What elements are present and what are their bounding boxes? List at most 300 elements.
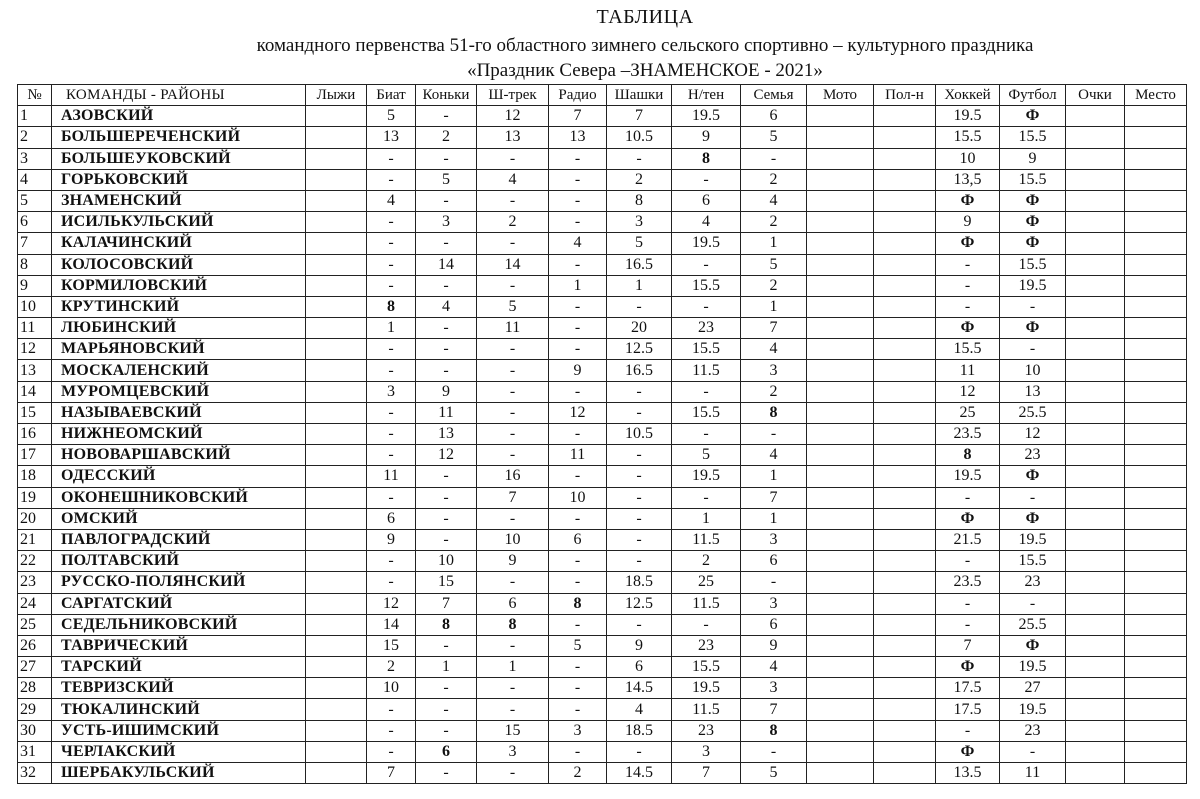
score-cell xyxy=(1066,551,1125,572)
score-cell: 14.5 xyxy=(607,763,672,784)
score-cell: 7 xyxy=(741,318,807,339)
row-number: 27 xyxy=(18,657,52,678)
score-cell xyxy=(807,551,874,572)
score-cell xyxy=(306,699,367,720)
score-cell: 9 xyxy=(607,635,672,656)
score-cell xyxy=(1125,190,1187,211)
score-cell: 4 xyxy=(741,190,807,211)
score-cell xyxy=(1066,190,1125,211)
score-cell: - xyxy=(416,508,477,529)
score-cell: 6 xyxy=(416,741,477,762)
score-cell xyxy=(1125,720,1187,741)
score-cell xyxy=(874,169,936,190)
results-table xyxy=(17,84,1187,784)
score-cell: - xyxy=(672,614,741,635)
score-cell xyxy=(1125,212,1187,233)
table-row xyxy=(18,529,1187,550)
score-cell: - xyxy=(477,424,549,445)
score-cell: 23 xyxy=(672,635,741,656)
score-cell: Ф xyxy=(936,508,1000,529)
score-cell: 10 xyxy=(549,487,607,508)
score-cell: 15.5 xyxy=(1000,169,1066,190)
score-cell xyxy=(874,127,936,148)
score-cell xyxy=(1125,614,1187,635)
score-cell xyxy=(306,466,367,487)
score-cell: 1 xyxy=(607,275,672,296)
table-row xyxy=(18,763,1187,784)
score-cell: 12 xyxy=(549,402,607,423)
document-subtitle: командного первенства 51-го областного зимнего сельского спортивно – культурного праздника xyxy=(256,35,1034,56)
score-cell: - xyxy=(549,741,607,762)
score-cell: 2 xyxy=(741,212,807,233)
score-cell: 6 xyxy=(741,551,807,572)
event-name: «Праздник Севера –ЗНАМЕНСКОЕ - 2021» xyxy=(467,60,823,81)
score-cell xyxy=(874,466,936,487)
score-cell xyxy=(1125,424,1187,445)
score-cell: 11 xyxy=(477,318,549,339)
row-number: 9 xyxy=(18,275,52,296)
score-cell xyxy=(306,487,367,508)
score-cell xyxy=(1125,593,1187,614)
score-cell: 5 xyxy=(741,254,807,275)
score-cell: Ф xyxy=(1000,466,1066,487)
score-cell: 19.5 xyxy=(1000,529,1066,550)
score-cell: - xyxy=(549,508,607,529)
row-number: 23 xyxy=(18,572,52,593)
team-name: НАЗЫВАЕВСКИЙ xyxy=(52,402,306,423)
score-cell: - xyxy=(367,720,416,741)
score-cell: 5 xyxy=(741,763,807,784)
score-cell: 15.5 xyxy=(936,339,1000,360)
score-cell: 4 xyxy=(416,296,477,317)
score-cell xyxy=(1125,296,1187,317)
team-name: ЧЕРЛАКСКИЙ xyxy=(52,741,306,762)
score-cell xyxy=(807,572,874,593)
score-cell xyxy=(874,148,936,169)
score-cell xyxy=(1066,445,1125,466)
score-cell: 3 xyxy=(416,212,477,233)
score-cell: - xyxy=(367,275,416,296)
score-cell: 8 xyxy=(741,720,807,741)
score-cell: 19.5 xyxy=(1000,275,1066,296)
score-cell: - xyxy=(367,212,416,233)
score-cell xyxy=(807,360,874,381)
row-number: 3 xyxy=(18,148,52,169)
team-name: ПОЛТАВСКИЙ xyxy=(52,551,306,572)
team-name: НИЖНЕОМСКИЙ xyxy=(52,424,306,445)
score-cell: - xyxy=(477,763,549,784)
score-cell xyxy=(807,381,874,402)
score-cell xyxy=(807,169,874,190)
score-cell: 10 xyxy=(1000,360,1066,381)
row-number: 31 xyxy=(18,741,52,762)
score-cell: - xyxy=(477,635,549,656)
score-cell: - xyxy=(367,551,416,572)
score-cell: - xyxy=(607,508,672,529)
score-cell: 15.5 xyxy=(672,402,741,423)
score-cell xyxy=(1066,148,1125,169)
score-cell: - xyxy=(936,254,1000,275)
score-cell xyxy=(874,657,936,678)
score-cell: 25 xyxy=(936,402,1000,423)
score-cell: 12.5 xyxy=(607,593,672,614)
score-cell: - xyxy=(416,233,477,254)
score-cell: 17.5 xyxy=(936,699,1000,720)
score-cell: 8 xyxy=(367,296,416,317)
score-cell: - xyxy=(672,424,741,445)
score-cell: 1 xyxy=(741,466,807,487)
score-cell: - xyxy=(607,529,672,550)
score-cell: - xyxy=(367,699,416,720)
score-cell xyxy=(306,381,367,402)
table-row xyxy=(18,614,1187,635)
score-cell: 23.5 xyxy=(936,572,1000,593)
score-cell: 19.5 xyxy=(672,106,741,127)
team-name: ОДЕССКИЙ xyxy=(52,466,306,487)
score-cell: 2 xyxy=(741,275,807,296)
score-cell: 1 xyxy=(741,233,807,254)
score-cell: Ф xyxy=(1000,635,1066,656)
score-cell xyxy=(874,551,936,572)
score-cell xyxy=(1066,508,1125,529)
score-cell: - xyxy=(477,508,549,529)
score-cell xyxy=(807,529,874,550)
score-cell xyxy=(306,339,367,360)
score-cell: 8 xyxy=(607,190,672,211)
score-cell: 25 xyxy=(672,572,741,593)
score-cell: 11.5 xyxy=(672,529,741,550)
score-cell xyxy=(1125,657,1187,678)
team-name: МУРОМЦЕВСКИЙ xyxy=(52,381,306,402)
score-cell xyxy=(807,254,874,275)
row-number: 6 xyxy=(18,212,52,233)
table-row xyxy=(18,275,1187,296)
score-cell: - xyxy=(477,678,549,699)
score-cell: 7 xyxy=(741,487,807,508)
score-cell: 17.5 xyxy=(936,678,1000,699)
score-cell: 9 xyxy=(672,127,741,148)
score-cell xyxy=(1125,275,1187,296)
score-cell: 12 xyxy=(367,593,416,614)
score-cell: - xyxy=(936,614,1000,635)
score-cell: - xyxy=(477,381,549,402)
score-cell xyxy=(1125,106,1187,127)
score-cell: 11 xyxy=(549,445,607,466)
score-cell xyxy=(807,635,874,656)
score-cell xyxy=(874,339,936,360)
team-name: НОВОВАРШАВСКИЙ xyxy=(52,445,306,466)
score-cell: 5 xyxy=(416,169,477,190)
score-cell: 23 xyxy=(672,720,741,741)
score-cell xyxy=(807,318,874,339)
score-cell: 16.5 xyxy=(607,254,672,275)
table-row xyxy=(18,741,1187,762)
score-cell: 27 xyxy=(1000,678,1066,699)
table-row xyxy=(18,402,1187,423)
score-cell xyxy=(1066,233,1125,254)
score-cell: - xyxy=(672,254,741,275)
score-cell: - xyxy=(367,572,416,593)
score-cell: - xyxy=(549,551,607,572)
score-cell: 6 xyxy=(367,508,416,529)
row-number: 25 xyxy=(18,614,52,635)
score-cell: Ф xyxy=(1000,233,1066,254)
score-cell: Ф xyxy=(1000,508,1066,529)
score-cell: Ф xyxy=(1000,212,1066,233)
score-cell: - xyxy=(477,148,549,169)
score-cell: 16.5 xyxy=(607,360,672,381)
score-cell xyxy=(1125,339,1187,360)
score-cell xyxy=(807,402,874,423)
score-cell: 8 xyxy=(477,614,549,635)
score-cell xyxy=(1125,445,1187,466)
score-cell: - xyxy=(1000,487,1066,508)
score-cell xyxy=(306,233,367,254)
score-cell: 13 xyxy=(367,127,416,148)
score-cell xyxy=(1125,487,1187,508)
team-name: ИСИЛЬКУЛЬСКИЙ xyxy=(52,212,306,233)
score-cell xyxy=(874,741,936,762)
row-number: 18 xyxy=(18,466,52,487)
score-cell xyxy=(1066,763,1125,784)
team-name: САРГАТСКИЙ xyxy=(52,593,306,614)
score-cell xyxy=(874,275,936,296)
score-cell: 6 xyxy=(741,614,807,635)
score-cell: 1 xyxy=(741,508,807,529)
score-cell: 2 xyxy=(477,212,549,233)
score-cell xyxy=(1125,318,1187,339)
col-skates-header: Коньки xyxy=(416,85,477,106)
score-cell: 15.5 xyxy=(936,127,1000,148)
score-cell: - xyxy=(549,296,607,317)
score-cell: 10.5 xyxy=(607,424,672,445)
score-cell xyxy=(1125,169,1187,190)
score-cell: - xyxy=(549,339,607,360)
score-cell xyxy=(306,741,367,762)
score-cell xyxy=(874,445,936,466)
table-row xyxy=(18,318,1187,339)
score-cell: 6 xyxy=(672,190,741,211)
score-cell: - xyxy=(416,318,477,339)
score-cell: 4 xyxy=(477,169,549,190)
col-checkers-header: Шашки xyxy=(607,85,672,106)
score-cell: 15.5 xyxy=(1000,254,1066,275)
score-cell xyxy=(874,402,936,423)
row-number: 32 xyxy=(18,763,52,784)
score-cell xyxy=(874,106,936,127)
score-cell: - xyxy=(416,466,477,487)
team-name: ТЮКАЛИНСКИЙ xyxy=(52,699,306,720)
score-cell: - xyxy=(741,572,807,593)
score-cell xyxy=(306,593,367,614)
score-cell: - xyxy=(741,148,807,169)
score-cell: 14 xyxy=(416,254,477,275)
score-cell xyxy=(306,318,367,339)
score-cell: 4 xyxy=(741,657,807,678)
score-cell: 7 xyxy=(367,763,416,784)
score-cell xyxy=(1125,148,1187,169)
score-cell: - xyxy=(607,741,672,762)
score-cell: - xyxy=(672,381,741,402)
score-cell: 11.5 xyxy=(672,360,741,381)
score-cell xyxy=(874,360,936,381)
score-cell xyxy=(306,657,367,678)
score-cell xyxy=(306,445,367,466)
score-cell xyxy=(807,763,874,784)
score-cell: 23 xyxy=(672,318,741,339)
score-cell: - xyxy=(549,169,607,190)
score-cell: 8 xyxy=(549,593,607,614)
score-cell: - xyxy=(936,720,1000,741)
team-name: УСТЬ-ИШИМСКИЙ xyxy=(52,720,306,741)
score-cell: - xyxy=(607,148,672,169)
score-cell: - xyxy=(477,275,549,296)
score-cell: - xyxy=(549,678,607,699)
score-cell: 13.5 xyxy=(936,763,1000,784)
score-cell: - xyxy=(367,360,416,381)
score-cell: 5 xyxy=(607,233,672,254)
score-cell: 11 xyxy=(1000,763,1066,784)
score-cell xyxy=(874,318,936,339)
team-name: ОМСКИЙ xyxy=(52,508,306,529)
score-cell: 14 xyxy=(367,614,416,635)
table-row xyxy=(18,339,1187,360)
score-cell: - xyxy=(416,635,477,656)
score-cell: - xyxy=(416,487,477,508)
score-cell xyxy=(807,487,874,508)
score-cell: - xyxy=(549,572,607,593)
col-moto-header: Мото xyxy=(807,85,874,106)
team-name: СЕДЕЛЬНИКОВСКИЙ xyxy=(52,614,306,635)
score-cell: 15 xyxy=(416,572,477,593)
score-cell: - xyxy=(367,741,416,762)
score-cell: - xyxy=(549,318,607,339)
score-cell xyxy=(1066,254,1125,275)
team-name: АЗОВСКИЙ xyxy=(52,106,306,127)
score-cell xyxy=(874,508,936,529)
row-number: 30 xyxy=(18,720,52,741)
score-cell: Ф xyxy=(1000,318,1066,339)
team-name: КРУТИНСКИЙ xyxy=(52,296,306,317)
score-cell: - xyxy=(367,424,416,445)
score-cell: 4 xyxy=(672,212,741,233)
score-cell xyxy=(874,254,936,275)
table-row xyxy=(18,424,1187,445)
score-cell xyxy=(874,190,936,211)
score-cell xyxy=(306,296,367,317)
score-cell: 23 xyxy=(1000,572,1066,593)
score-cell: 12 xyxy=(416,445,477,466)
score-cell xyxy=(1125,466,1187,487)
score-cell: Ф xyxy=(936,318,1000,339)
team-name: КОРМИЛОВСКИЙ xyxy=(52,275,306,296)
score-cell: 12.5 xyxy=(607,339,672,360)
score-cell xyxy=(1066,169,1125,190)
score-cell xyxy=(306,424,367,445)
table-row xyxy=(18,106,1187,127)
score-cell: 8 xyxy=(741,402,807,423)
score-cell: 9 xyxy=(936,212,1000,233)
score-cell: - xyxy=(477,699,549,720)
score-cell: - xyxy=(477,339,549,360)
table-row xyxy=(18,360,1187,381)
score-cell: 1 xyxy=(416,657,477,678)
score-cell: 3 xyxy=(549,720,607,741)
score-cell xyxy=(874,233,936,254)
score-cell: - xyxy=(741,424,807,445)
score-cell xyxy=(807,212,874,233)
row-number: 29 xyxy=(18,699,52,720)
score-cell xyxy=(874,763,936,784)
score-cell: 7 xyxy=(549,106,607,127)
score-cell: 4 xyxy=(607,699,672,720)
score-cell: - xyxy=(367,148,416,169)
table-row xyxy=(18,572,1187,593)
score-cell: 5 xyxy=(477,296,549,317)
score-cell xyxy=(306,720,367,741)
score-cell xyxy=(1125,402,1187,423)
table-body xyxy=(18,106,1187,784)
score-cell xyxy=(1066,678,1125,699)
score-cell xyxy=(807,296,874,317)
score-cell: 2 xyxy=(416,127,477,148)
score-cell: 6 xyxy=(741,106,807,127)
col-ski-header: Лыжи xyxy=(306,85,367,106)
score-cell: - xyxy=(477,360,549,381)
row-number: 5 xyxy=(18,190,52,211)
score-cell xyxy=(1125,741,1187,762)
score-cell xyxy=(306,127,367,148)
score-cell: 1 xyxy=(549,275,607,296)
score-cell: 11 xyxy=(936,360,1000,381)
score-cell: 3 xyxy=(741,678,807,699)
score-cell: 15.5 xyxy=(1000,127,1066,148)
score-cell: 20 xyxy=(607,318,672,339)
score-cell: 18.5 xyxy=(607,572,672,593)
score-cell: - xyxy=(549,381,607,402)
score-cell xyxy=(1125,360,1187,381)
col-number-header: № xyxy=(18,85,52,106)
team-name: ЛЮБИНСКИЙ xyxy=(52,318,306,339)
score-cell xyxy=(306,106,367,127)
table-row xyxy=(18,466,1187,487)
score-cell: 10 xyxy=(936,148,1000,169)
score-cell: - xyxy=(741,741,807,762)
score-cell xyxy=(1125,508,1187,529)
score-cell xyxy=(807,190,874,211)
score-cell: 9 xyxy=(416,381,477,402)
score-cell: - xyxy=(607,445,672,466)
score-cell: 12 xyxy=(936,381,1000,402)
score-cell xyxy=(1066,402,1125,423)
team-name: КОЛОСОВСКИЙ xyxy=(52,254,306,275)
col-biathlon-header: Биат xyxy=(367,85,416,106)
table-header-row xyxy=(18,85,1187,106)
score-cell: 1 xyxy=(741,296,807,317)
score-cell: 5 xyxy=(549,635,607,656)
score-cell: 2 xyxy=(672,551,741,572)
score-cell: 16 xyxy=(477,466,549,487)
score-cell: - xyxy=(1000,593,1066,614)
score-cell: - xyxy=(477,402,549,423)
score-cell: 1 xyxy=(477,657,549,678)
score-cell xyxy=(874,529,936,550)
score-cell: 3 xyxy=(367,381,416,402)
team-name: РУССКО-ПОЛЯНСКИЙ xyxy=(52,572,306,593)
score-cell: 15 xyxy=(477,720,549,741)
score-cell: - xyxy=(549,254,607,275)
score-cell: - xyxy=(416,763,477,784)
